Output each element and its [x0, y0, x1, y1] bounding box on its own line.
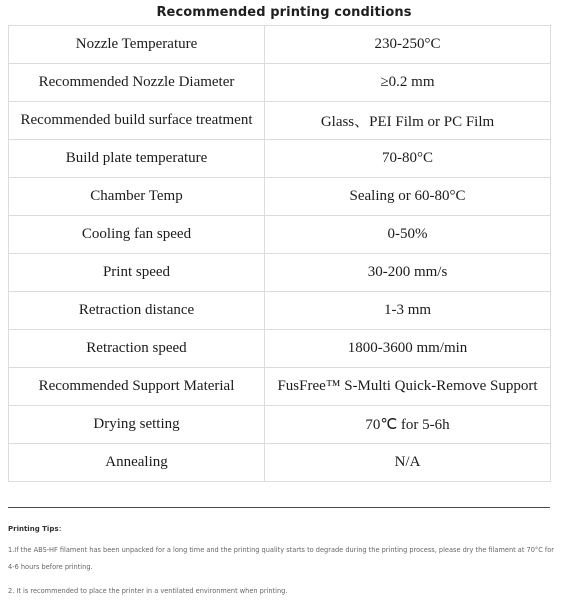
table-row [9, 178, 551, 216]
table-row [9, 368, 551, 406]
table-row [9, 330, 551, 368]
printing-conditions-table [8, 25, 551, 482]
row-label: Recommended Support Material [9, 368, 265, 406]
row-label: Drying setting [9, 406, 265, 444]
row-label: Retraction speed [9, 330, 265, 368]
row-value: N/A [265, 444, 551, 482]
row-value: 70-80°C [265, 140, 551, 178]
table-row [9, 140, 551, 178]
row-value: Sealing or 60-80°C [265, 178, 551, 216]
row-label: Recommended build surface treatment [9, 102, 265, 140]
row-label: Chamber Temp [9, 178, 265, 216]
tip-item: 1.If the ABS-HF filament has been unpacked for a long time and the printing quality starts to degrade during the printing process, please dry the filament at 70°C for 4-6 hours before printing. [8, 546, 554, 571]
row-label: Nozzle Temperature [9, 26, 265, 64]
row-label: Print speed [9, 254, 265, 292]
row-label: Cooling fan speed [9, 216, 265, 254]
row-label: Retraction distance [9, 292, 265, 330]
row-value: 70℃ for 5-6h [265, 406, 551, 444]
row-value: ≥0.2 mm [265, 64, 551, 102]
tip-item: 2. It is recommended to place the printer in a ventilated environment when printing. [8, 587, 288, 595]
table-row [9, 444, 551, 482]
table-row [9, 102, 551, 140]
row-value: 0-50% [265, 216, 551, 254]
row-value: Glass、PEI Film or PC Film [265, 102, 551, 140]
table-row [9, 292, 551, 330]
row-label: Annealing [9, 444, 265, 482]
section-divider [8, 507, 550, 508]
page-title: Recommended printing conditions [156, 5, 412, 20]
row-value: 230-250°C [265, 26, 551, 64]
table-row [9, 254, 551, 292]
row-value: 1800-3600 mm/min [265, 330, 551, 368]
table-row [9, 406, 551, 444]
table-row [9, 26, 551, 64]
row-value: 1-3 mm [265, 292, 551, 330]
row-value: FusFree™ S-Multi Quick-Remove Support [265, 368, 551, 406]
table-row [9, 64, 551, 102]
row-label: Recommended Nozzle Diameter [9, 64, 265, 102]
tips-heading: Printing Tips： [8, 525, 66, 533]
table-row [9, 216, 551, 254]
row-value: 30-200 mm/s [265, 254, 551, 292]
row-label: Build plate temperature [9, 140, 265, 178]
